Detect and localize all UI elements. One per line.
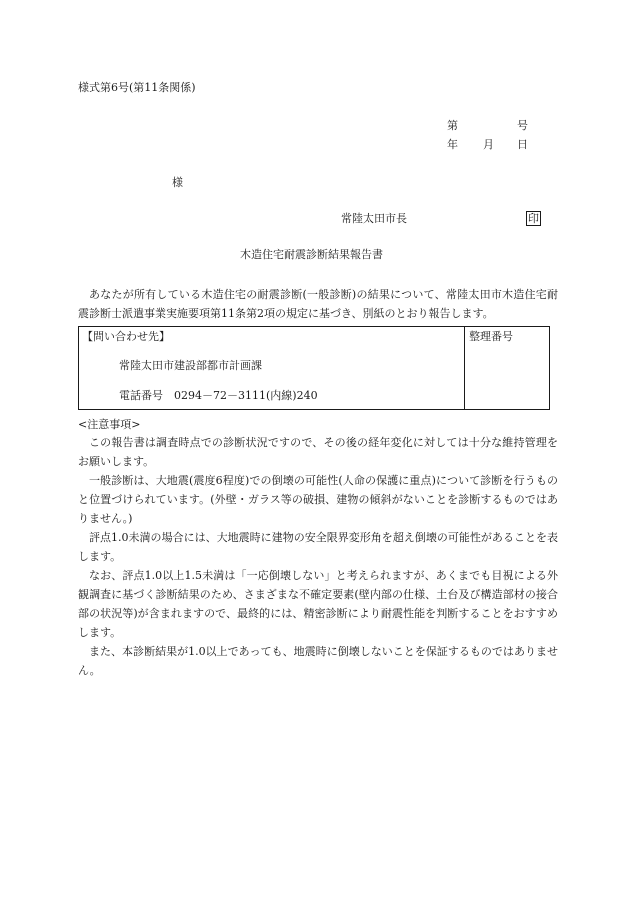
reference-number-label: 整理番号 [469,330,513,343]
intro-paragraph: あなたが所有している木造住宅の耐震診断(一般診断)の結果について、常陸太田市木造住宅耐震診断士派遣事業実施要項第11条第2項の規定に基づき、別紙のとおり報告します。 [78,288,558,320]
note-item: この報告書は調査時点での診断状況ですので、その後の経年変化に対しては十分な維持管理をお願いします。 [78,436,558,468]
note-item: 一般診断は、大地震(震度6程度)での倒壊の可能性(人命の保護に重点)について診断を行うものと位置づけられています。(外壁・ガラス等の破損、建物の傾斜がないことを診断するものではありません。) [78,474,558,525]
issuer-name: 常陸太田市長 [341,212,407,225]
document-title: 木造住宅耐震診断結果報告書 [240,248,383,261]
inquiry-heading: 【問い合わせ先】 [82,330,170,343]
seal-text: 印 [528,212,539,225]
note-item: また、本診断結果が1.0以上であっても、地震時に倒壊しないことを保証するものではありません。 [78,645,558,677]
date-year: 年 [447,138,458,151]
inquiry-department: 常陸太田市建設部都市計画課 [119,359,262,372]
inquiry-phone: 電話番号 0294－72－3111(内線)240 [119,389,318,402]
inquiry-box [78,326,550,410]
note-item: 評点1.0未満の場合には、大地震時に建物の安全限界変形角を超え倒壊の可能性があることを表します。 [78,531,558,563]
doc-number-go: 号 [517,119,528,132]
note-item: なお、評点1.0以上1.5未満は「一応倒壊しない」と考えられますが、あくまでも目視による外観調査に基づく診断結果のため、さまざまな不確定要素(壁内部の仕様、土台及び構造部材の接合部の状況等)が含まれますので、最終的には、精密診断により耐震性能を判断することをおすすめします。 [78,569,558,639]
box-divider [464,327,465,409]
recipient-suffix: 様 [172,176,183,189]
seal-mark [526,211,541,226]
date-month: 月 [483,138,494,151]
form-header: 様式第6号(第11条関係) [78,81,196,94]
notes-heading: <注意事項> [78,418,141,431]
doc-number-dai: 第 [447,119,458,132]
date-day: 日 [517,138,528,151]
